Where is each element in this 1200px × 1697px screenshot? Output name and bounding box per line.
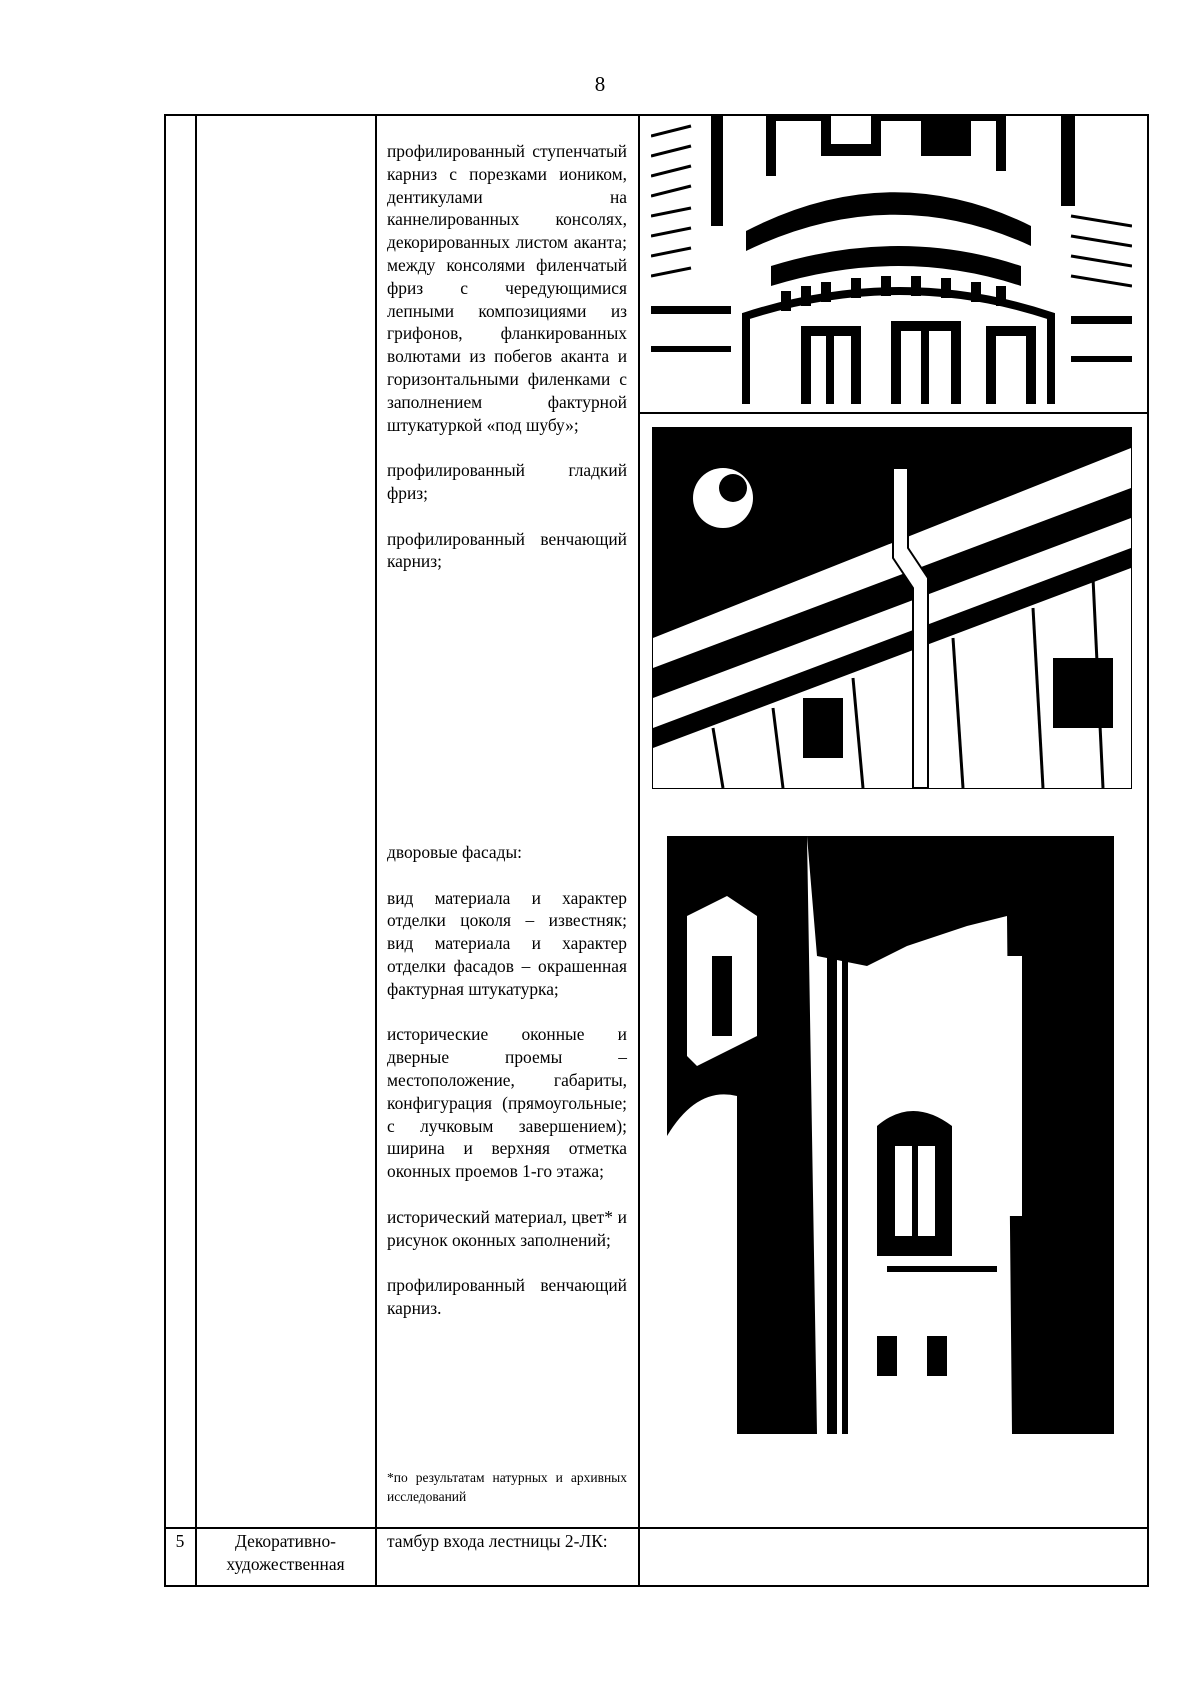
row5-description: тамбур входа лестницы 2-ЛК: [387, 1531, 608, 1551]
row5-category-line1: Декоративно- [235, 1531, 336, 1551]
paragraph-courtyard-title: дворовые фасады: [387, 842, 522, 862]
footnote: *по результатам натурных и архивных исследований [387, 1470, 627, 1504]
row5-category-line2: художественная [226, 1554, 345, 1574]
paragraph-materials: вид материала и характер отделки цоколя – известняк; вид материала и характер отделки фасадов – окрашенная фактурная штукатурка; [387, 887, 627, 999]
row5-number: 5 [175, 1531, 185, 1551]
paragraph-smooth-frieze: профилированный гладкий фриз; [387, 460, 627, 503]
facade-description [387, 140, 627, 573]
courtyard-description [387, 841, 627, 1320]
table-border-row5-top [164, 1527, 1149, 1529]
photo-bay-window [651, 116, 1132, 404]
photo-divider [638, 412, 1148, 414]
paragraph-openings: исторические оконные и дверные проемы – местоположение, габариты, конфигурация (прямоугольные; с лучковым завершением); ширина и верхняя отметка оконных проемов 1-го этажа; [387, 1024, 627, 1182]
row5-category [196, 1530, 375, 1576]
table-col-line-4 [638, 114, 640, 1586]
paragraph-window-fillings: исторический материал, цвет* и рисунок оконных заполнений; [387, 1206, 627, 1250]
table-col-line-3 [375, 114, 377, 1586]
paragraph-courtyard-cornice: профилированный венчающий карниз. [387, 1275, 627, 1318]
photo-courtyard [667, 836, 1114, 1434]
page-number: 8 [594, 72, 606, 96]
table-border-bottom [164, 1585, 1149, 1587]
paragraph-cornice-detail: профилированный ступенчатый карниз с порезками иоником, дентикулами на каннелированных консолях, декорированных листом аканта; между консолями филенчатый фриз с чередующимися лепными композициями из грифонов, фланкированных волютами из побегов аканта и горизонтальными филенками с заполнением фактурной штукатуркой «под шубу»; [387, 141, 627, 435]
table-col-line-5 [1147, 114, 1149, 1586]
paragraph-crowning-cornice: профилированный венчающий карниз; [387, 528, 627, 572]
table-col-line-1 [164, 114, 166, 1586]
photo-cornice-downpipe [652, 427, 1132, 789]
table-col-line-2 [195, 114, 197, 1586]
